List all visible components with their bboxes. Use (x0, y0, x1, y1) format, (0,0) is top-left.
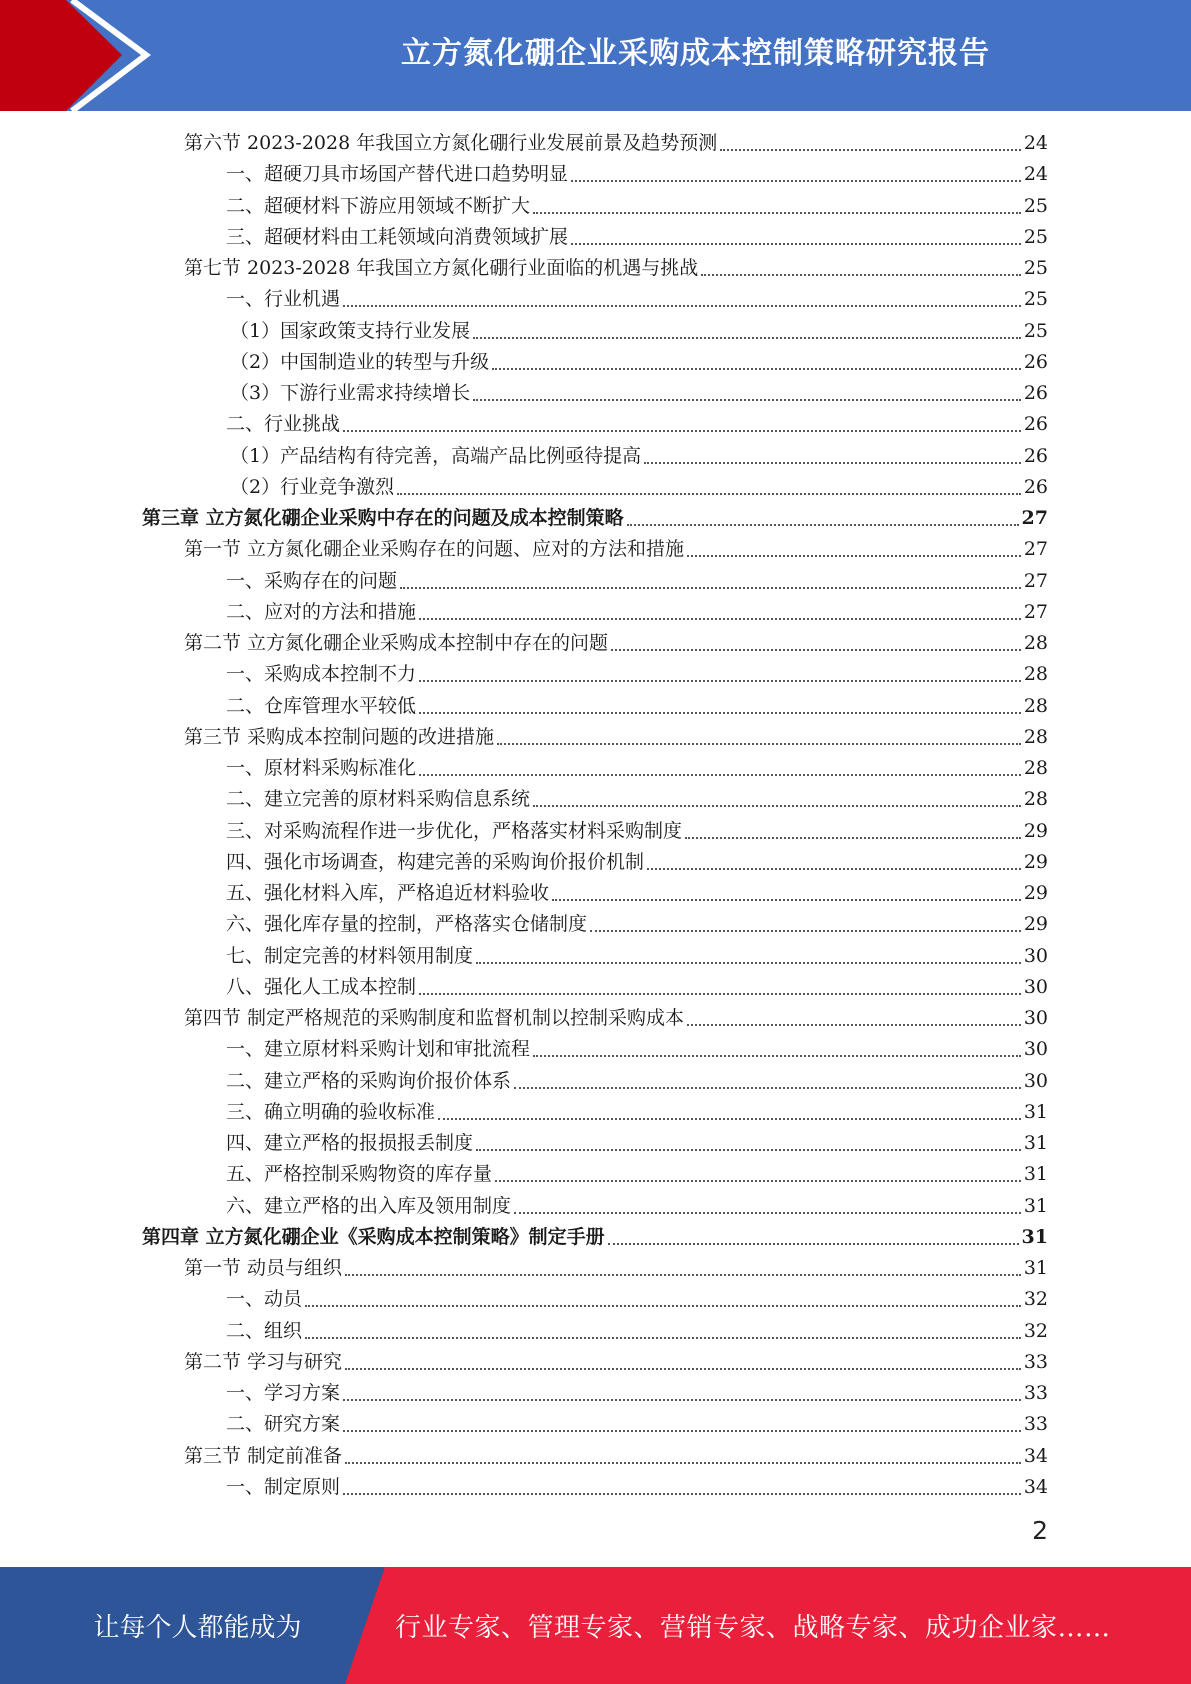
toc-entry[interactable] (142, 1284, 1048, 1315)
toc-entry-title: 八、强化人工成本控制 (226, 975, 417, 998)
toc-entry-title: 第四章 立方氮化硼企业《采购成本控制策略》制定手册 (142, 1225, 605, 1248)
toc-entry-page: 25 (1023, 319, 1048, 342)
toc-entry[interactable] (142, 316, 1048, 347)
toc-entry-page: 26 (1023, 382, 1048, 405)
toc-entry[interactable] (142, 222, 1048, 253)
toc-dot-leader (533, 1054, 1021, 1057)
toc-entry[interactable] (142, 1066, 1048, 1097)
toc-entry-page: 28 (1023, 632, 1048, 655)
table-of-contents (142, 128, 1048, 1503)
toc-entry[interactable] (142, 941, 1048, 972)
toc-entry[interactable] (142, 1316, 1048, 1347)
toc-entry-page: 28 (1023, 757, 1048, 780)
toc-dot-leader (343, 1429, 1021, 1432)
toc-entry[interactable] (142, 1409, 1048, 1440)
toc-dot-leader (473, 398, 1021, 401)
toc-entry[interactable] (142, 409, 1048, 440)
toc-dot-leader (419, 773, 1021, 776)
toc-dot-leader (627, 523, 1019, 526)
toc-dot-leader (492, 367, 1021, 370)
toc-entry[interactable] (142, 1347, 1048, 1378)
toc-entry-title: 二、应对的方法和措施 (226, 600, 417, 623)
toc-entry-page: 25 (1023, 225, 1048, 248)
toc-entry-title: 五、强化材料入库，严格追近材料验收 (226, 882, 550, 905)
toc-dot-leader (644, 461, 1021, 464)
toc-dot-leader (345, 1273, 1021, 1276)
toc-entry-title: 二、仓库管理水平较低 (226, 694, 417, 717)
toc-entry-title: 一、行业机遇 (226, 288, 341, 311)
toc-entry[interactable] (142, 253, 1048, 284)
toc-chapter-entry[interactable] (142, 1222, 1048, 1253)
toc-entry-title: 一、原材料采购标准化 (226, 757, 417, 780)
toc-entry[interactable] (142, 441, 1048, 472)
toc-entry[interactable] (142, 972, 1048, 1003)
toc-entry-page: 32 (1023, 1319, 1048, 1342)
toc-chapter-entry[interactable] (142, 503, 1048, 534)
toc-entry-title: 第三章 立方氮化硼企业采购中存在的问题及成本控制策略 (142, 507, 624, 530)
toc-entry-page: 31 (1021, 1225, 1048, 1248)
toc-entry-page: 24 (1023, 163, 1048, 186)
toc-dot-leader (419, 679, 1021, 682)
toc-entry-page: 31 (1023, 1163, 1048, 1186)
toc-dot-leader (720, 148, 1021, 151)
toc-entry[interactable] (142, 159, 1048, 190)
toc-entry[interactable] (142, 378, 1048, 409)
toc-entry[interactable] (142, 1441, 1048, 1472)
toc-entry[interactable] (142, 628, 1048, 659)
toc-entry-title: 一、超硬刀具市场国产替代进口趋势明显 (226, 163, 569, 186)
toc-entry-title: 第四节 制定严格规范的采购制度和监督机制以控制采购成本 (184, 1007, 685, 1030)
toc-entry-title: 二、行业挑战 (226, 413, 341, 436)
toc-entry-title: 第一节 动员与组织 (184, 1257, 343, 1280)
toc-entry[interactable] (142, 1159, 1048, 1190)
toc-entry[interactable] (142, 784, 1048, 815)
toc-dot-leader (419, 711, 1021, 714)
toc-entry-page: 31 (1023, 1132, 1048, 1155)
page-number: 2 (1032, 1516, 1048, 1545)
toc-dot-leader (590, 929, 1021, 932)
toc-dot-leader (495, 1179, 1021, 1182)
toc-dot-leader (305, 1304, 1021, 1307)
toc-dot-leader (343, 1492, 1021, 1495)
toc-entry[interactable] (142, 566, 1048, 597)
toc-dot-leader (687, 554, 1021, 557)
toc-entry-title: 六、建立严格的出入库及领用制度 (226, 1194, 512, 1217)
toc-entry-page: 27 (1021, 507, 1048, 530)
toc-entry[interactable] (142, 1003, 1048, 1034)
toc-entry-page: 26 (1023, 413, 1048, 436)
toc-entry-page: 31 (1023, 1100, 1048, 1123)
toc-entry-page: 33 (1023, 1382, 1048, 1405)
toc-entry-title: 六、强化库存量的控制，严格落实仓储制度 (226, 913, 588, 936)
toc-entry[interactable] (142, 534, 1048, 565)
toc-entry-page: 29 (1023, 882, 1048, 905)
toc-entry[interactable] (142, 847, 1048, 878)
toc-entry-title: （1）国家政策支持行业发展 (230, 319, 471, 342)
toc-dot-leader (533, 804, 1021, 807)
toc-entry-title: （2）行业竞争激烈 (230, 475, 395, 498)
toc-entry-page: 32 (1023, 1288, 1048, 1311)
toc-dot-leader (685, 836, 1021, 839)
toc-entry[interactable] (142, 659, 1048, 690)
toc-entry[interactable] (142, 1128, 1048, 1159)
toc-dot-leader (343, 304, 1021, 307)
toc-entry-title: （3）下游行业需求持续增长 (230, 382, 471, 405)
toc-entry-page: 27 (1023, 569, 1048, 592)
toc-entry-page: 30 (1023, 1038, 1048, 1061)
toc-entry-title: 三、对采购流程作进一步优化，严格落实材料采购制度 (226, 819, 683, 842)
toc-entry-page: 29 (1023, 819, 1048, 842)
toc-entry-page: 31 (1023, 1194, 1048, 1217)
toc-entry-page: 28 (1023, 788, 1048, 811)
toc-entry-page: 27 (1023, 538, 1048, 561)
toc-entry[interactable] (142, 1034, 1048, 1065)
toc-entry-page: 33 (1023, 1413, 1048, 1436)
toc-entry-title: 二、超硬材料下游应用领域不断扩大 (226, 194, 531, 217)
toc-entry[interactable] (142, 347, 1048, 378)
toc-entry[interactable] (142, 284, 1048, 315)
toc-entry-page: 25 (1023, 288, 1048, 311)
toc-dot-leader (343, 1398, 1021, 1401)
toc-dot-leader (608, 1242, 1019, 1245)
toc-entry[interactable] (142, 472, 1048, 503)
toc-entry[interactable] (142, 722, 1048, 753)
toc-entry-page: 30 (1023, 975, 1048, 998)
toc-entry-title: 二、建立完善的原材料采购信息系统 (226, 788, 531, 811)
toc-entry-page: 29 (1023, 850, 1048, 873)
toc-dot-leader (476, 1148, 1021, 1151)
toc-dot-leader (438, 1117, 1021, 1120)
toc-entry[interactable] (142, 1191, 1048, 1222)
toc-entry-title: 一、动员 (226, 1288, 303, 1311)
toc-entry[interactable] (142, 597, 1048, 628)
toc-entry[interactable] (142, 1253, 1048, 1284)
toc-dot-leader (571, 179, 1021, 182)
toc-entry-page: 28 (1023, 694, 1048, 717)
toc-entry-page: 28 (1023, 663, 1048, 686)
toc-entry[interactable] (142, 909, 1048, 940)
toc-dot-leader (400, 586, 1021, 589)
toc-dot-leader (533, 211, 1021, 214)
toc-entry-title: 一、采购存在的问题 (226, 569, 398, 592)
toc-entry-title: 三、确立明确的验收标准 (226, 1100, 436, 1123)
toc-entry[interactable] (142, 191, 1048, 222)
toc-entry-page: 24 (1023, 132, 1048, 155)
toc-entry-title: 一、制定原则 (226, 1475, 341, 1498)
toc-entry-page: 33 (1023, 1350, 1048, 1373)
toc-dot-leader (476, 961, 1021, 964)
toc-entry-title: 一、学习方案 (226, 1382, 341, 1405)
toc-entry-title: 二、建立严格的采购询价报价体系 (226, 1069, 512, 1092)
report-title: 立方氮化硼企业采购成本控制策略研究报告 (401, 36, 990, 71)
toc-entry-page: 25 (1023, 194, 1048, 217)
toc-entry-page: 26 (1023, 350, 1048, 373)
toc-dot-leader (571, 242, 1021, 245)
toc-entry[interactable] (142, 1472, 1048, 1503)
toc-dot-leader (701, 273, 1021, 276)
toc-entry[interactable] (142, 816, 1048, 847)
toc-entry-title: 七、制定完善的材料领用制度 (226, 944, 474, 967)
toc-dot-leader (397, 492, 1021, 495)
toc-entry-title: 第二节 立方氮化硼企业采购成本控制中存在的问题 (184, 632, 609, 655)
toc-entry-title: 第六节 2023-2028 年我国立方氮化硼行业发展前景及趋势预测 (184, 132, 718, 155)
toc-entry-title: 第三节 制定前准备 (184, 1444, 343, 1467)
toc-entry[interactable] (142, 1097, 1048, 1128)
toc-entry-page: 34 (1023, 1444, 1048, 1467)
toc-entry[interactable] (142, 1378, 1048, 1409)
toc-dot-leader (419, 992, 1021, 995)
toc-entry[interactable] (142, 128, 1048, 159)
toc-entry[interactable] (142, 878, 1048, 909)
toc-dot-leader (419, 617, 1021, 620)
toc-dot-leader (497, 742, 1021, 745)
toc-entry-page: 26 (1023, 444, 1048, 467)
toc-entry-page: 34 (1023, 1475, 1048, 1498)
toc-dot-leader (345, 1367, 1021, 1370)
toc-entry-title: 第二节 学习与研究 (184, 1350, 343, 1373)
toc-entry-title: 二、组织 (226, 1319, 303, 1342)
toc-entry-title: 第一节 立方氮化硼企业采购存在的问题、应对的方法和措施 (184, 538, 685, 561)
toc-entry-title: 第七节 2023-2028 年我国立方氮化硼行业面临的机遇与挑战 (184, 257, 699, 280)
footer-banner (0, 1567, 1191, 1684)
toc-dot-leader (343, 429, 1021, 432)
toc-dot-leader (611, 648, 1021, 651)
toc-entry-title: 第三节 采购成本控制问题的改进措施 (184, 725, 495, 748)
footer-slogan-left: 让每个人都能成为 (93, 1613, 302, 1643)
toc-dot-leader (647, 867, 1021, 870)
toc-entry-page: 30 (1023, 1069, 1048, 1092)
toc-entry-title: 一、采购成本控制不力 (226, 663, 417, 686)
toc-entry-page: 30 (1023, 1007, 1048, 1030)
toc-dot-leader (473, 336, 1021, 339)
toc-dot-leader (687, 1023, 1021, 1026)
footer-slogan-right: 行业专家、管理专家、营销专家、战略专家、成功企业家…… (395, 1613, 1111, 1643)
toc-entry-page: 27 (1023, 600, 1048, 623)
header-banner (0, 0, 1191, 111)
toc-entry[interactable] (142, 691, 1048, 722)
toc-dot-leader (552, 898, 1021, 901)
toc-entry-title: 五、严格控制采购物资的库存量 (226, 1163, 493, 1186)
toc-entry-page: 25 (1023, 257, 1048, 280)
toc-entry-title: 四、建立严格的报损报丢制度 (226, 1132, 474, 1155)
toc-dot-leader (345, 1461, 1021, 1464)
toc-entry-title: 三、超硬材料由工耗领域向消费领域扩展 (226, 225, 569, 248)
toc-entry[interactable] (142, 753, 1048, 784)
toc-entry-page: 28 (1023, 725, 1048, 748)
toc-entry-page: 29 (1023, 913, 1048, 936)
toc-entry-page: 31 (1023, 1257, 1048, 1280)
toc-dot-leader (514, 1211, 1021, 1214)
toc-entry-title: 一、建立原材料采购计划和审批流程 (226, 1038, 531, 1061)
toc-entry-title: （1）产品结构有待完善，高端产品比例亟待提高 (230, 444, 642, 467)
toc-entry-title: （2）中国制造业的转型与升级 (230, 350, 490, 373)
header-chevron-icon (0, 0, 160, 111)
toc-entry-title: 二、研究方案 (226, 1413, 341, 1436)
toc-entry-page: 30 (1023, 944, 1048, 967)
toc-entry-title: 四、强化市场调查，构建完善的采购询价报价机制 (226, 850, 645, 873)
toc-dot-leader (514, 1086, 1021, 1089)
toc-dot-leader (305, 1336, 1021, 1339)
toc-entry-page: 26 (1023, 475, 1048, 498)
